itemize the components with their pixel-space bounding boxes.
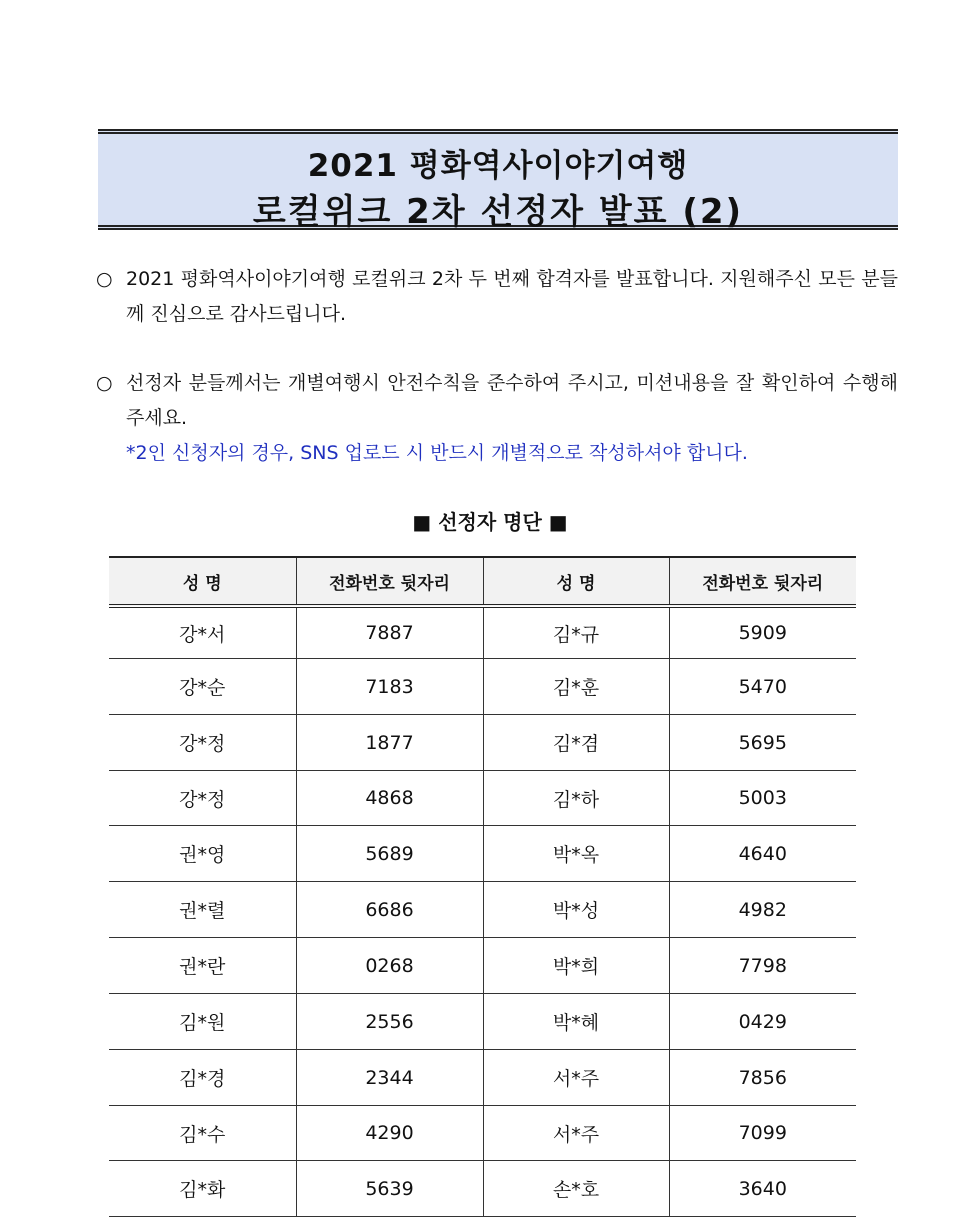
header-phone: 전화번호 뒷자리 xyxy=(669,557,856,606)
table-row xyxy=(109,938,856,994)
table-row xyxy=(109,715,856,771)
sns-note: *2인 신청자의 경우, SNS 업로드 시 반드시 개별적으로 작성하셔야 합니다. xyxy=(126,442,748,464)
cell-name: 김*겸 xyxy=(483,715,669,771)
cell-phone: 4868 xyxy=(296,771,483,826)
cell-phone: 3640 xyxy=(669,1161,856,1217)
table-row xyxy=(109,1050,856,1106)
cell-name: 강*정 xyxy=(109,715,296,771)
cell-phone: 5909 xyxy=(669,606,856,659)
guidance-text-block xyxy=(126,366,898,471)
cell-phone: 7099 xyxy=(669,1106,856,1161)
cell-phone: 0429 xyxy=(669,994,856,1050)
cell-name: 김*원 xyxy=(109,994,296,1050)
header-name: 성 명 xyxy=(109,557,296,606)
cell-name: 강*서 xyxy=(109,606,296,659)
table-row xyxy=(109,994,856,1050)
title-line-2: 로컬위크 2차 선정자 발표 (2) xyxy=(252,192,744,232)
cell-name: 서*주 xyxy=(483,1106,669,1161)
cell-name: 김*화 xyxy=(109,1161,296,1217)
cell-phone: 7798 xyxy=(669,938,856,994)
title-banner xyxy=(98,129,898,230)
announcement-paragraph xyxy=(96,262,898,332)
circle-bullet-icon: ○ xyxy=(96,268,113,290)
cell-name: 강*순 xyxy=(109,659,296,715)
cell-name: 권*영 xyxy=(109,826,296,882)
header-name: 성 명 xyxy=(483,557,669,606)
cell-phone: 0268 xyxy=(296,938,483,994)
cell-phone: 5689 xyxy=(296,826,483,882)
cell-name: 손*호 xyxy=(483,1161,669,1217)
table-row xyxy=(109,826,856,882)
cell-name: 김*경 xyxy=(109,1050,296,1106)
cell-name: 박*옥 xyxy=(483,826,669,882)
title-line-1: 2021 평화역사이야기여행 xyxy=(307,148,689,184)
cell-phone: 5470 xyxy=(669,659,856,715)
cell-name: 김*훈 xyxy=(483,659,669,715)
cell-phone: 1877 xyxy=(296,715,483,771)
header-phone: 전화번호 뒷자리 xyxy=(296,557,483,606)
cell-phone: 2344 xyxy=(296,1050,483,1106)
cell-phone: 2556 xyxy=(296,994,483,1050)
cell-phone: 7183 xyxy=(296,659,483,715)
cell-phone: 5003 xyxy=(669,771,856,826)
cell-name: 김*하 xyxy=(483,771,669,826)
table-row xyxy=(109,771,856,826)
table-row xyxy=(109,882,856,938)
cell-phone: 5695 xyxy=(669,715,856,771)
cell-name: 권*란 xyxy=(109,938,296,994)
list-title: ■ 선정자 명단 ■ xyxy=(412,510,568,534)
cell-name: 김*수 xyxy=(109,1106,296,1161)
cell-phone: 4640 xyxy=(669,826,856,882)
cell-name: 박*혜 xyxy=(483,994,669,1050)
cell-phone: 6686 xyxy=(296,882,483,938)
cell-name: 김*규 xyxy=(483,606,669,659)
guidance-text: 선정자 분들께서는 개별여행시 안전수칙을 준수하여 주시고, 미션내용을 잘 확인하여 수행해주세요. xyxy=(126,372,898,429)
cell-phone: 7856 xyxy=(669,1050,856,1106)
table-row xyxy=(109,659,856,715)
cell-name: 권*렬 xyxy=(109,882,296,938)
selectee-table xyxy=(109,556,856,1217)
table-row xyxy=(109,1161,856,1217)
table-row xyxy=(109,606,856,659)
announcement-text: 2021 평화역사이야기여행 로컬위크 2차 두 번째 합격자를 발표합니다. 지원해주신 모든 분들께 진심으로 감사드립니다. xyxy=(126,268,898,325)
table-row xyxy=(109,1106,856,1161)
table-header-row xyxy=(109,557,856,606)
cell-name: 박*희 xyxy=(483,938,669,994)
cell-name: 강*정 xyxy=(109,771,296,826)
cell-phone: 4982 xyxy=(669,882,856,938)
cell-phone: 5639 xyxy=(296,1161,483,1217)
guidance-paragraph xyxy=(96,366,898,471)
circle-bullet-icon: ○ xyxy=(96,372,113,394)
cell-phone: 7887 xyxy=(296,606,483,659)
cell-name: 박*성 xyxy=(483,882,669,938)
cell-name: 서*주 xyxy=(483,1050,669,1106)
cell-phone: 4290 xyxy=(296,1106,483,1161)
